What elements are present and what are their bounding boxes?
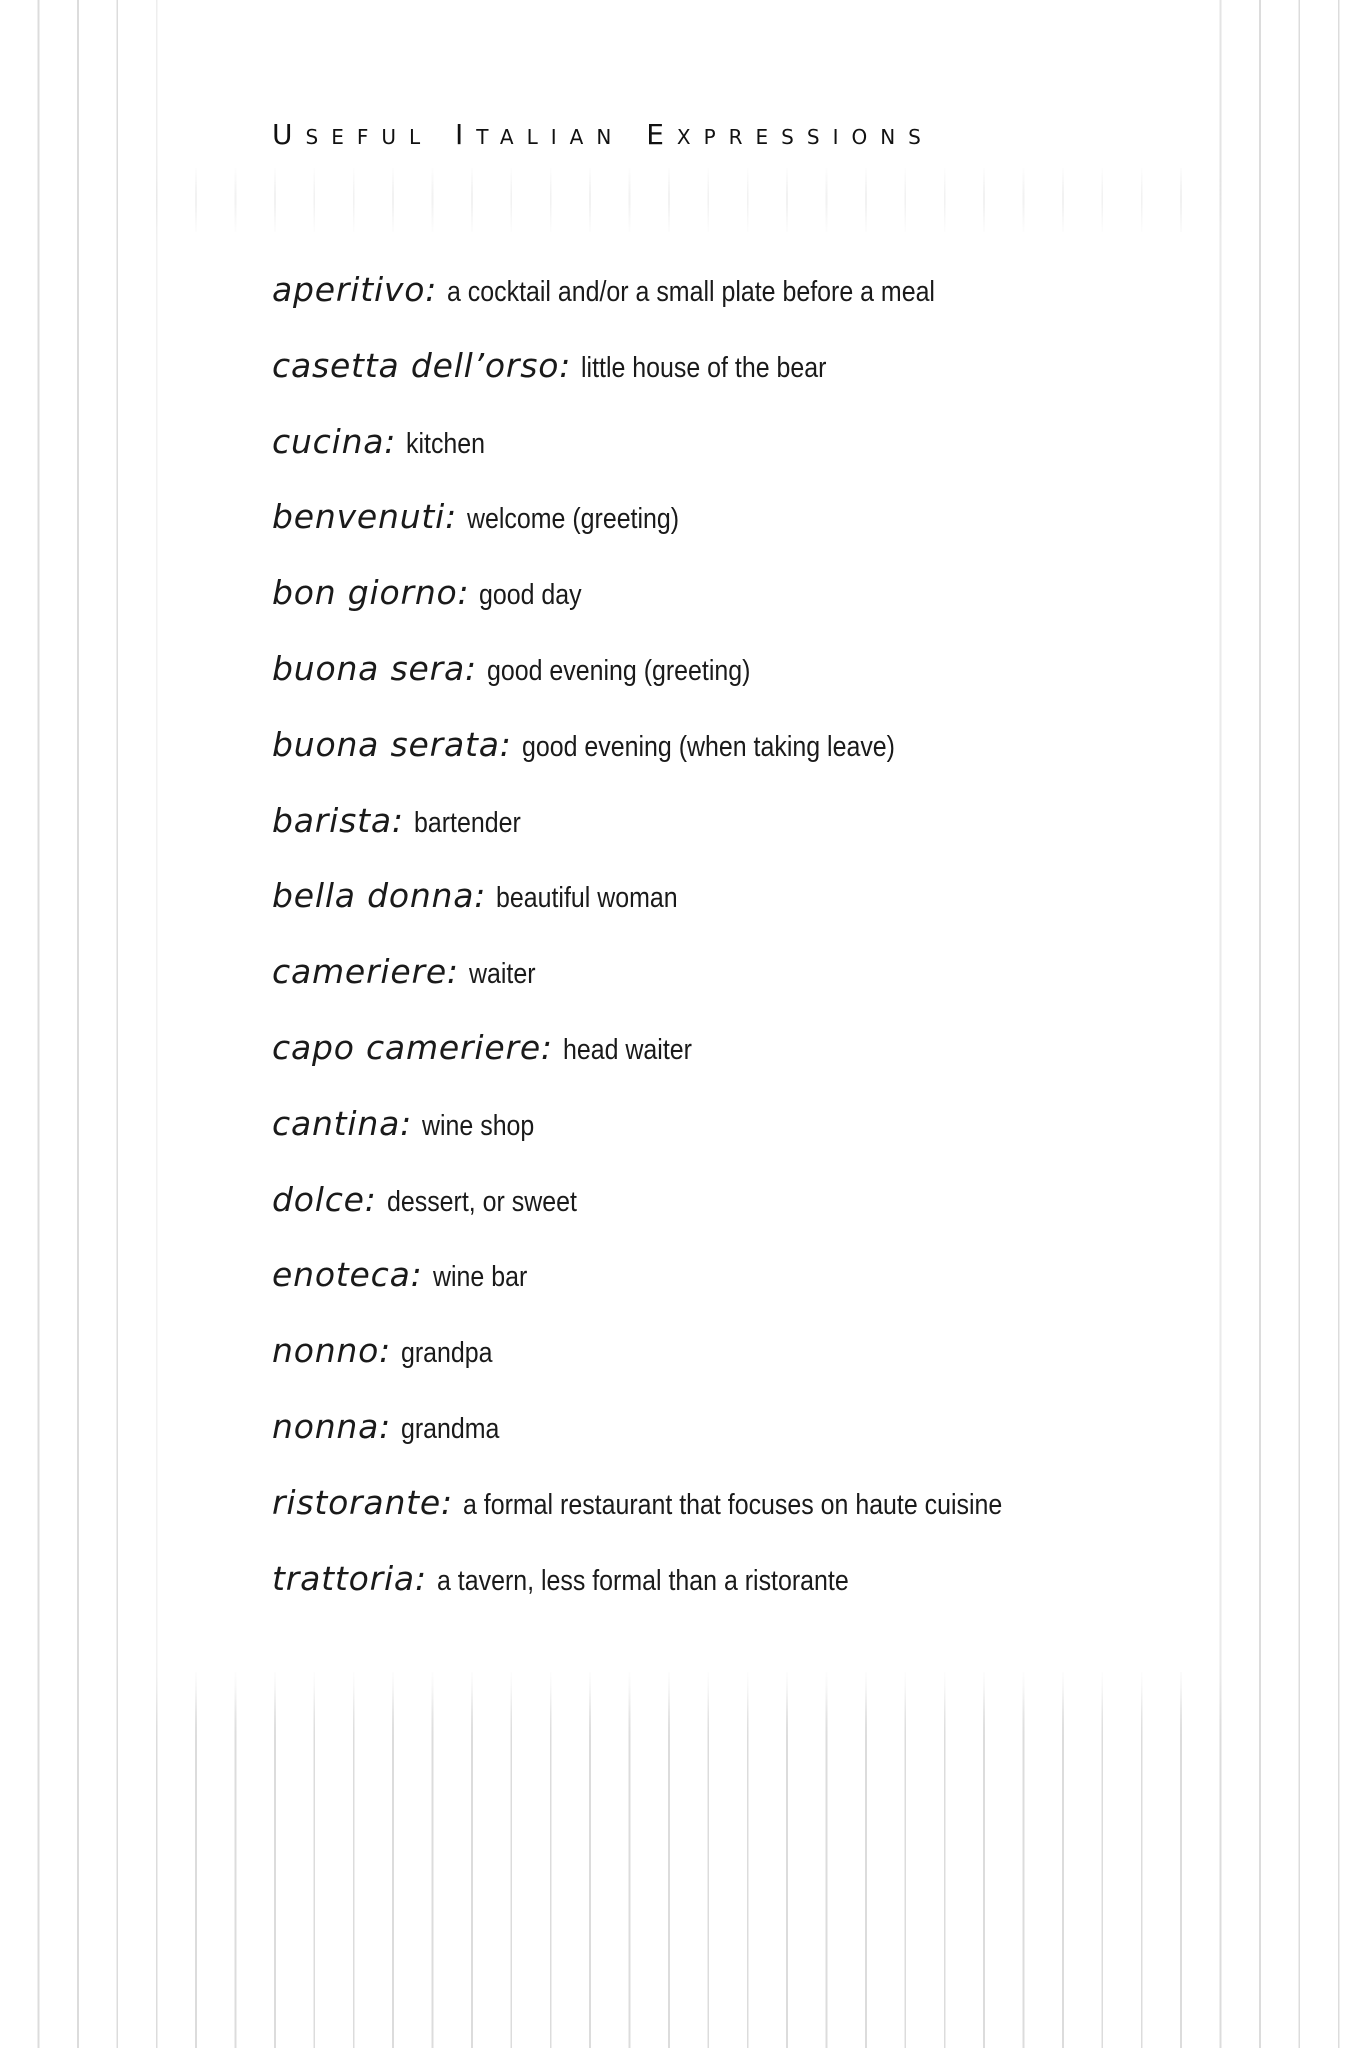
- glossary-list: [272, 262, 1172, 1626]
- italian-term: cucina:: [272, 421, 397, 461]
- glossary-entry: [272, 414, 1172, 490]
- italian-term: bon giorno:: [272, 573, 470, 613]
- italian-term: buona sera:: [272, 648, 477, 688]
- english-definition: beautiful woman: [496, 882, 678, 915]
- italian-term: buona serata:: [272, 724, 512, 764]
- italian-term: capo cameriere:: [272, 1027, 553, 1067]
- english-definition: wine shop: [422, 1109, 535, 1142]
- glossary-entry: [272, 262, 1172, 338]
- english-definition: little house of the bear: [581, 351, 827, 384]
- english-definition: bartender: [413, 806, 521, 839]
- english-definition: wine bar: [432, 1261, 527, 1294]
- english-definition: good day: [479, 579, 583, 612]
- english-definition: a tavern, less formal than a ristorante: [436, 1564, 849, 1597]
- glossary-entry: [272, 868, 1172, 944]
- italian-term: cameriere:: [272, 952, 459, 992]
- italian-term: aperitivo:: [272, 270, 438, 309]
- italian-term: nonno:: [272, 1331, 392, 1371]
- glossary-entry: [272, 1399, 1172, 1475]
- italian-term: ristorante:: [272, 1482, 453, 1522]
- italian-term: cantina:: [272, 1103, 413, 1143]
- italian-term: nonna:: [272, 1406, 392, 1446]
- italian-term: bella donna:: [272, 876, 487, 916]
- glossary-entry: [272, 793, 1172, 869]
- glossary-entry: [272, 1551, 1172, 1627]
- glossary-entry: [272, 489, 1172, 565]
- english-definition: good evening (greeting): [486, 654, 751, 687]
- english-definition: dessert, or sweet: [386, 1185, 577, 1218]
- glossary-entry: [272, 1020, 1172, 1096]
- italian-term: trattoria:: [272, 1558, 427, 1598]
- glossary-entry: [272, 338, 1172, 414]
- english-definition: welcome (greeting): [467, 503, 680, 536]
- italian-term: barista:: [272, 800, 404, 840]
- italian-term: dolce:: [272, 1179, 377, 1219]
- english-definition: grandpa: [401, 1337, 493, 1370]
- english-definition: head waiter: [562, 1033, 692, 1066]
- glossary-entry: [272, 641, 1172, 717]
- glossary-entry: [272, 1172, 1172, 1248]
- glossary-entry: [272, 1323, 1172, 1399]
- english-definition: good evening (when taking leave): [521, 730, 895, 763]
- italian-term: enoteca:: [272, 1255, 423, 1295]
- english-definition: a cocktail and/or a small plate before a meal: [447, 276, 936, 308]
- italian-term: casetta dell’orso:: [272, 345, 572, 385]
- page-title: Useful Italian Expressions: [272, 118, 934, 151]
- english-definition: grandma: [401, 1412, 500, 1445]
- english-definition: a formal restaurant that focuses on haute cuisine: [462, 1488, 1003, 1521]
- glossary-entry: [272, 717, 1172, 793]
- english-definition: kitchen: [406, 427, 486, 460]
- italian-term: benvenuti:: [272, 497, 458, 537]
- glossary-entry: [272, 1475, 1172, 1551]
- glossary-entry: [272, 565, 1172, 641]
- english-definition: waiter: [468, 958, 536, 991]
- glossary-entry: [272, 1247, 1172, 1323]
- glossary-entry: [272, 1096, 1172, 1172]
- glossary-entry: [272, 944, 1172, 1020]
